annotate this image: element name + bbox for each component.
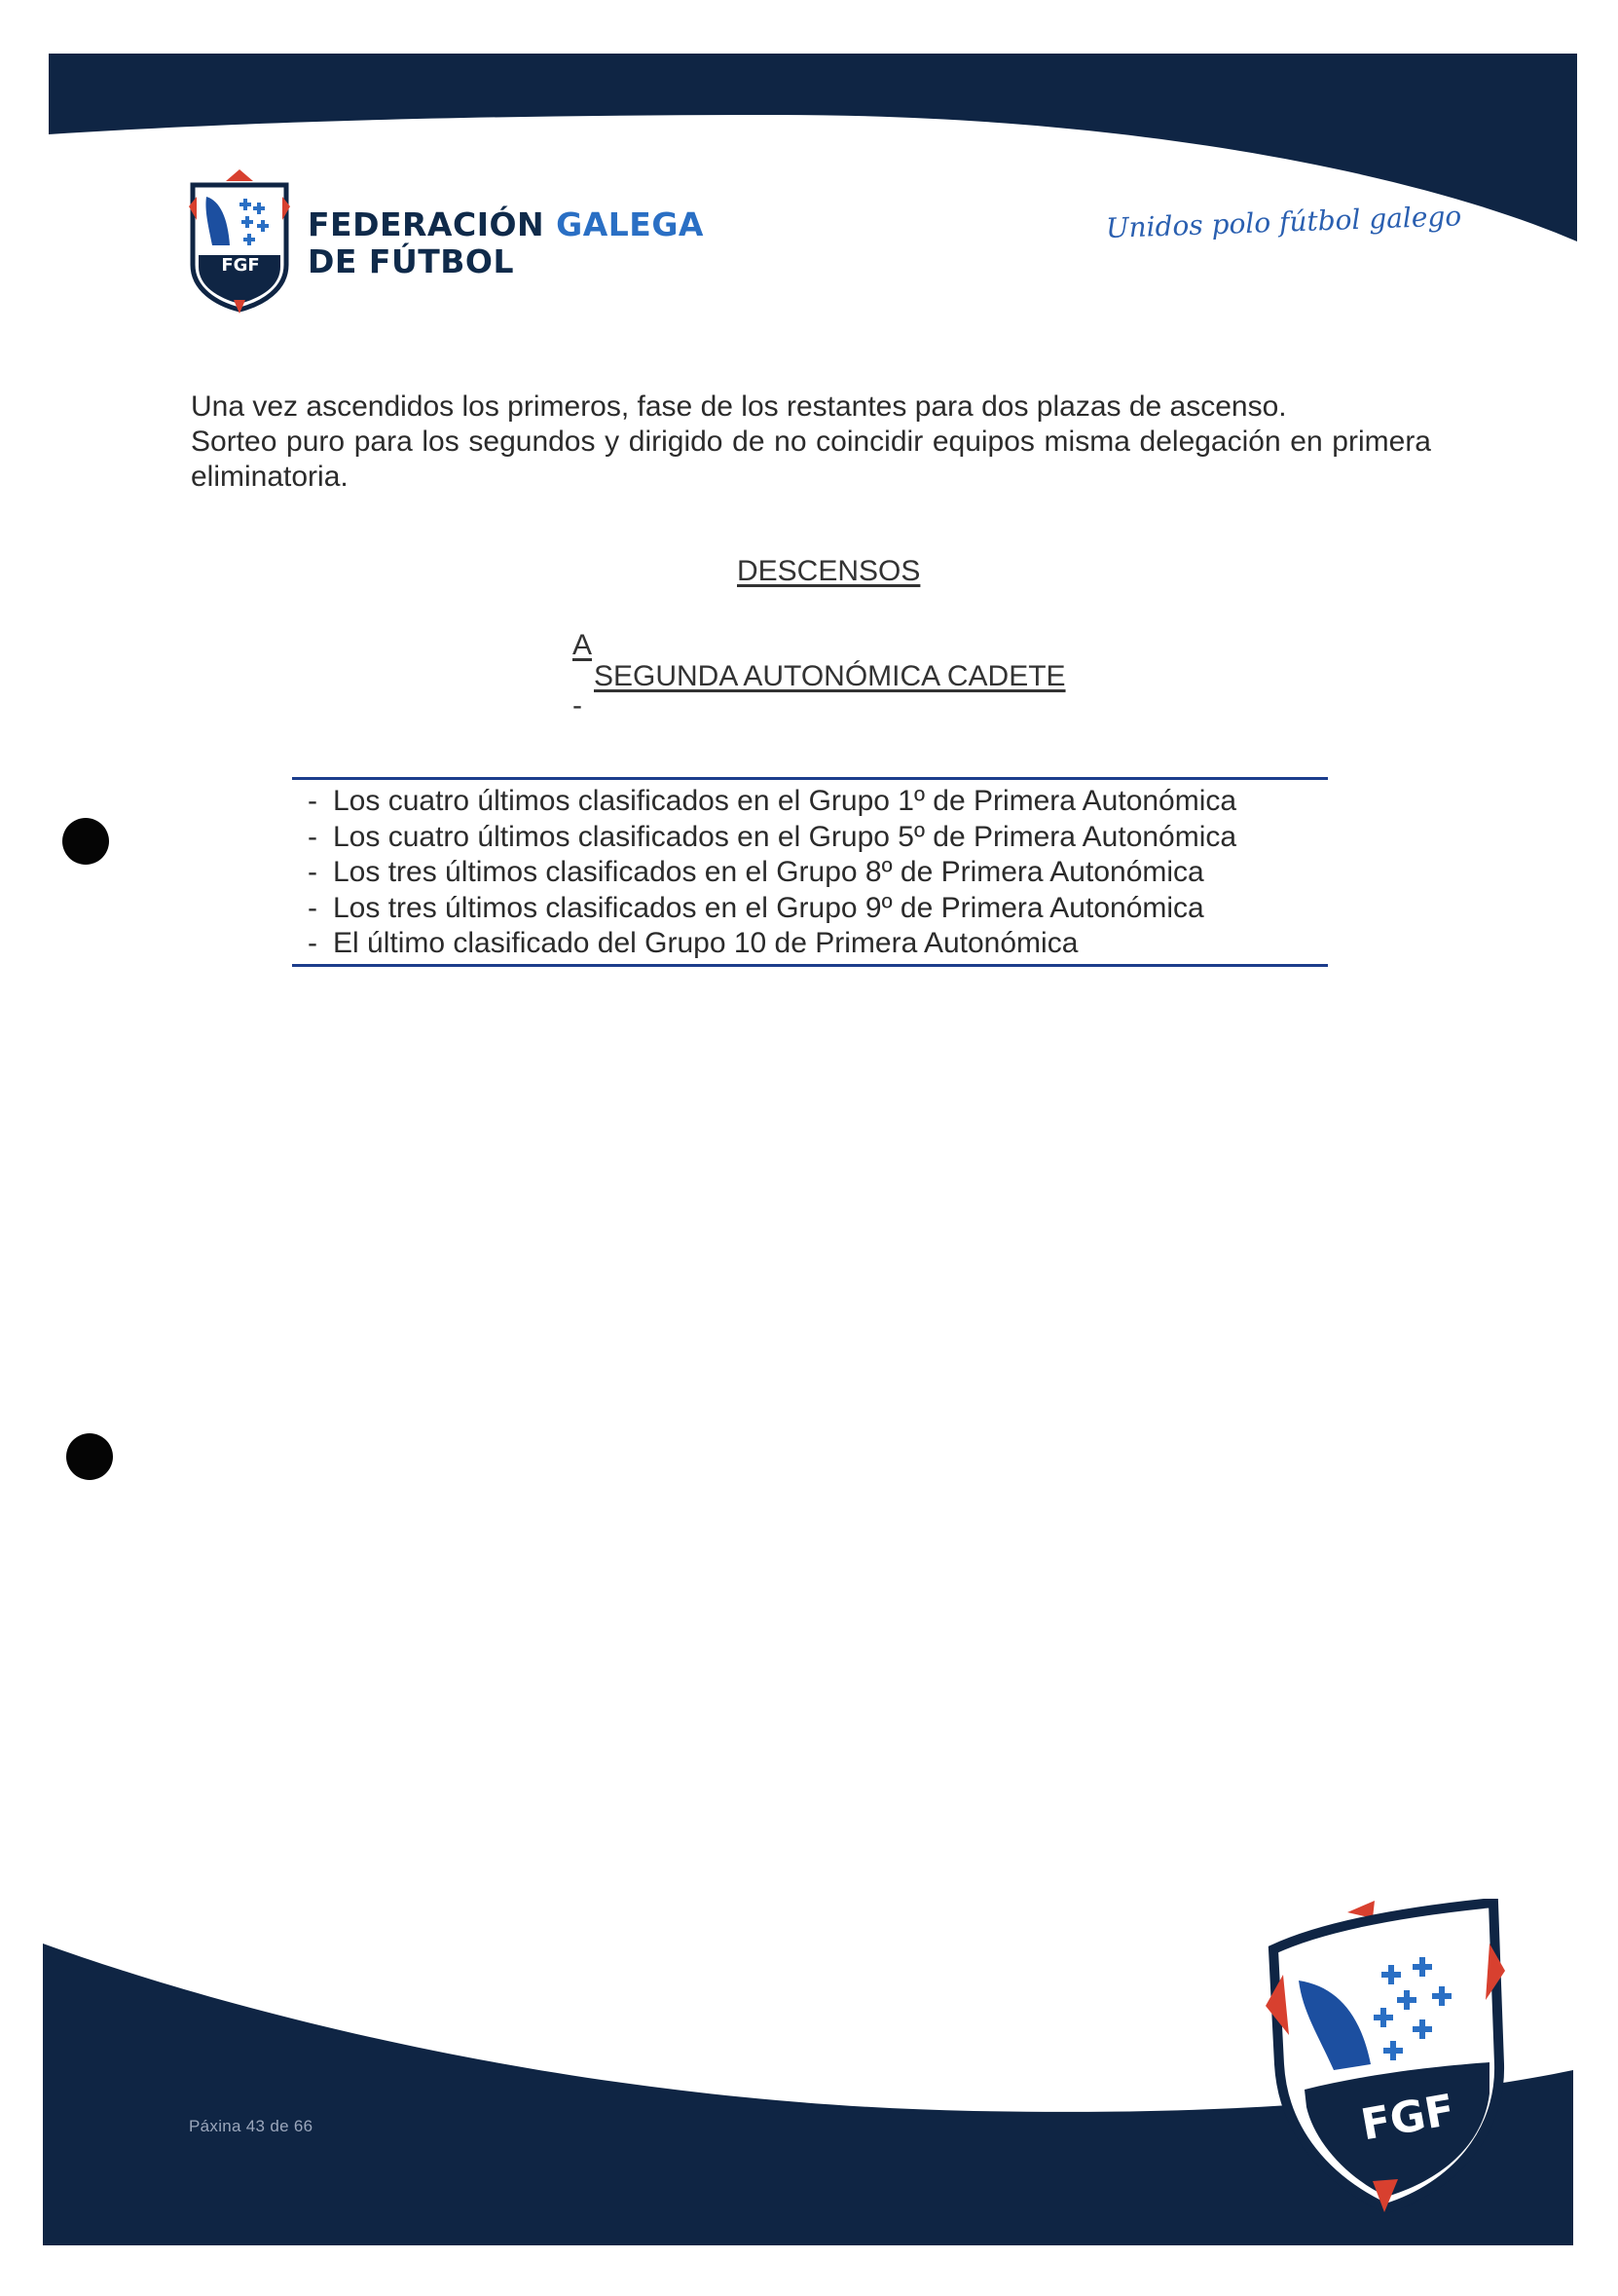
fgf-crest-icon (1260, 1899, 1513, 2214)
org-name-accent: GALEGA (556, 205, 704, 243)
list-item (292, 784, 1328, 820)
list-item-text: Los cuatro últimos clasificados en el Grupo 1º de Primera Autonómica (333, 785, 1237, 817)
list-dash: - (308, 927, 317, 959)
list-item-text: Los cuatro últimos clasificados en el Grupo 5º de Primera Autonómica (333, 820, 1237, 853)
fgf-logo-icon (185, 167, 294, 315)
list-item (292, 820, 1328, 856)
intro-paragraph (191, 389, 1431, 495)
logo-badge-text: FGF (221, 255, 260, 276)
org-name-part: FEDERACIÓN (308, 205, 545, 243)
page-number: Páxina 43 de 66 (189, 2117, 313, 2135)
list-dash: - (308, 785, 317, 817)
list-item (292, 855, 1328, 891)
list-item-text: El último clasificado del Grupo 10 de Primera Autonómica (333, 927, 1079, 959)
org-name-line2: DE FÚTBOL (308, 242, 515, 280)
list-item (292, 891, 1328, 927)
crest-badge-text: FGF (1357, 2085, 1458, 2151)
list-item-text: Los tres últimos clasificados en el Grupo 9º de Primera Autonómica (333, 891, 1204, 924)
list-dash: - (308, 820, 317, 853)
intro-line-1: Una vez ascendidos los primeros, fase de los restantes para dos plazas de ascenso. (191, 390, 1287, 423)
punch-hole (62, 818, 109, 865)
sub-heading-dash: - (572, 689, 582, 722)
list-dash: - (308, 856, 317, 888)
list-dash: - (308, 891, 317, 924)
punch-hole (66, 1433, 113, 1480)
sub-heading-prefix: A (572, 629, 593, 661)
section-heading: DESCENSOS (737, 555, 921, 587)
org-name (308, 206, 704, 280)
relegation-list (292, 777, 1328, 967)
slogan: Unidos polo fútbol galego (1105, 200, 1462, 244)
list-item-text: Los tres últimos clasificados en el Grupo 8º de Primera Autonómica (333, 856, 1204, 888)
list-item (292, 926, 1328, 962)
sub-heading: SEGUNDA AUTONÓMICA CADETE (594, 660, 1066, 692)
intro-line-2: Sorteo puro para los segundos y dirigido de no coincidir equipos misma delegación en primera eliminatoria. (191, 426, 1431, 493)
